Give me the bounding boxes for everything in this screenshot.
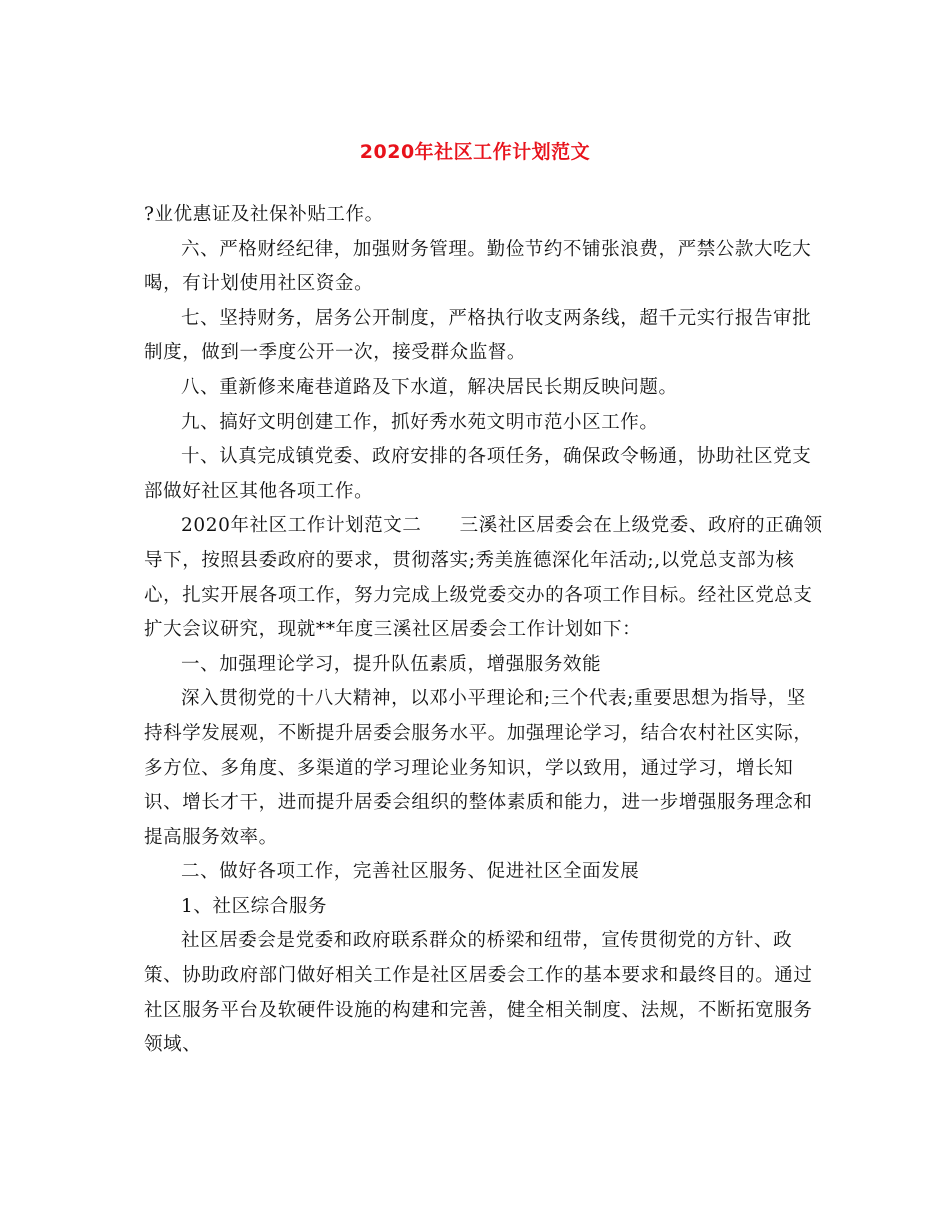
paragraph: 2020年社区工作计划范文二 三溪社区居委会在上级党委、政府的正确领导下，按照县委政府的要求，贯彻落实;秀美旌德深化年活动;,以党总支部为核心，扎实开展各项工作，努力完成上级党委交办的各项工作目标。经社区党总支扩大会议研究，现就**年度三溪社区居委会工作计划如下： — [144, 515, 823, 641]
paragraph: 七、坚持财务，居务公开制度，严格执行收支两条线，超千元实行报告审批制度，做到一季度公开一次，接受群众监督。 — [144, 307, 812, 364]
paragraph: 十、认真完成镇党委、政府安排的各项任务，确保政令畅通，协助社区党支部做好社区其他各项工作。 — [144, 446, 812, 502]
paragraph: 八、重新修来庵巷道路及下水道，解决居民长期反映问题。 — [181, 376, 678, 398]
paragraph: 深入贯彻党的十八大精神，以邓小平理论和;三个代表;重要思想为指导，坚持科学发展观，不断提升居委会服务水平。加强理论学习，结合农村社区实际，多方位、多角度、多渠道的学习理论业务知识，学以致用，通过学习，增长知识、增长才干，进而提升居委会组织的整体素质和能力，进一步增强服务理念和提高服务效率。 — [144, 688, 813, 848]
paragraph: 社区居委会是党委和政府联系群众的桥梁和纽带，宣传贯彻党的方针、政策、协助政府部门做好相关工作是社区居委会工作的基本要求和最终目的。通过社区服务平台及软硬件设施的构建和完善，健全相关制度、法规，不断拓宽服务领域、 — [144, 930, 813, 1056]
document-title: 2020年社区工作计划范文 — [359, 141, 591, 163]
paragraph: 二、做好各项工作，完善社区服务、促进社区全面发展 — [181, 861, 640, 883]
paragraph: 九、搞好文明创建工作，抓好秀水苑文明市范小区工作。 — [181, 411, 659, 433]
paragraph: 一、加强理论学习，提升队伍素质，增强服务效能 — [181, 653, 602, 675]
document-body — [144, 198, 824, 1063]
paragraph: ?业优惠证及社保补贴工作。 — [144, 204, 384, 225]
paragraph: 1、社区综合服务 — [181, 895, 328, 917]
paragraph: 六、严格财经纪律，加强财务管理。勤俭节约不铺张浪费，严禁公款大吃大喝，有计划使用社区资金。 — [144, 238, 812, 295]
